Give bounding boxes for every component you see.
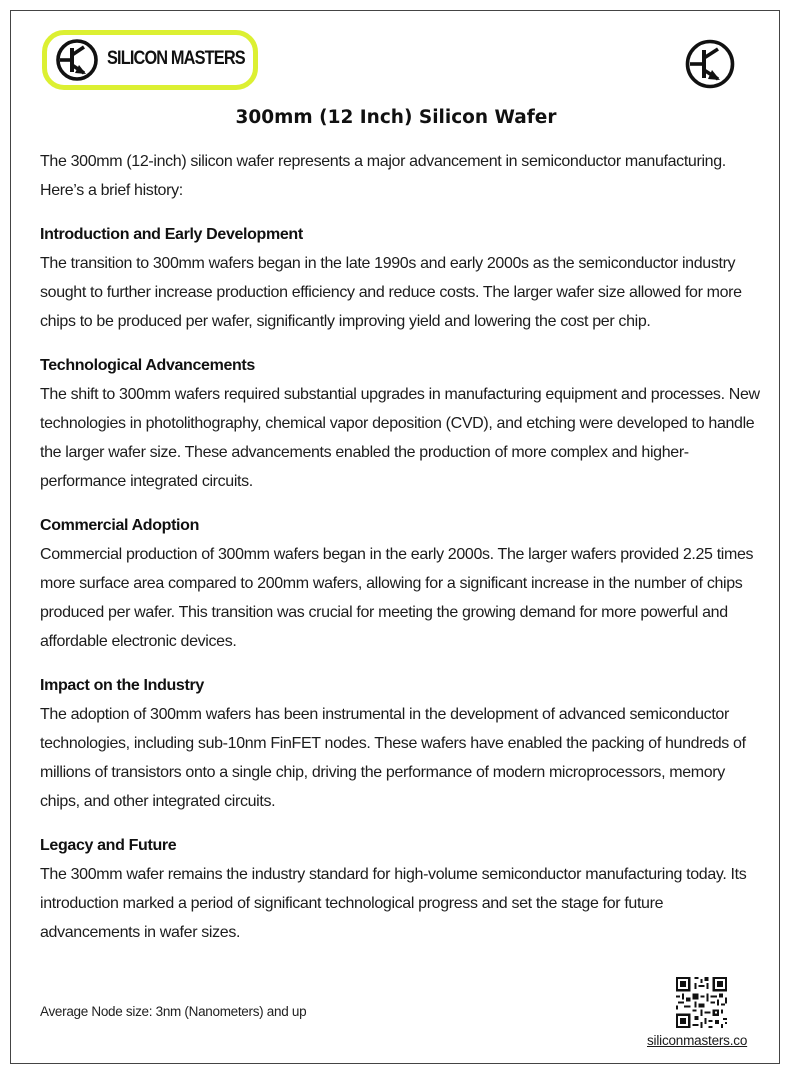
transistor-emblem-icon (55, 38, 99, 82)
average-node-size-note: Average Node size: 3nm (Nanometers) and up (40, 1004, 307, 1019)
brand-name: SILICON MASTERS (107, 48, 245, 69)
page-title: 300mm (12 Inch) Silicon Wafer (235, 107, 557, 128)
section-commercial-adoption (40, 511, 764, 656)
section-heading: Legacy and Future (40, 837, 177, 854)
article-body (40, 147, 764, 962)
section-body: The shift to 300mm wafers required substantial upgrades in manufacturing equipment and processes. New technologies in photolithography, chemical vapor deposition (CVD), and etching were developed to handle the larger wafer size. These advancements enabled the production of more complex and higher-performance integrated circuits. (40, 386, 760, 490)
transistor-emblem-icon (684, 38, 736, 90)
website-link[interactable]: siliconmasters.co (647, 1033, 748, 1048)
section-heading: Technological Advancements (40, 357, 255, 374)
qr-code-icon[interactable] (676, 977, 727, 1028)
section-body: The 300mm wafer remains the industry standard for high-volume semiconductor manufacturing today. Its introduction marked a period of significant technological progress and set the stage for future advancements in wafer sizes. (40, 866, 747, 941)
section-legacy (40, 831, 764, 947)
section-body: Commercial production of 300mm wafers began in the early 2000s. The larger wafers provided 2.25 times more surface area compared to 200mm wafers, allowing for a significant increase in the number of chips produced per wafer. This transition was crucial for meeting the growing demand for more powerful and affordable electronic devices. (40, 546, 754, 650)
section-body: The adoption of 300mm wafers has been instrumental in the development of advanced semiconductor technologies, including sub-10nm FinFET nodes. These wafers have enabled the packing of hundreds of millions of transistors onto a single chip, driving the performance of modern microprocessors, memory chips, and other integrated circuits. (40, 706, 746, 810)
section-technological-advancements (40, 351, 764, 496)
section-impact (40, 671, 764, 816)
intro-paragraph: The 300mm (12-inch) silicon wafer represents a major advancement in semiconductor manufacturing. Here’s a brief history: (40, 153, 726, 199)
section-heading: Impact on the Industry (40, 677, 204, 694)
section-heading: Commercial Adoption (40, 517, 199, 534)
section-introduction (40, 220, 764, 336)
brand-logo (42, 30, 258, 90)
section-heading: Introduction and Early Development (40, 226, 303, 243)
product-info-card (10, 10, 780, 1064)
section-body: The transition to 300mm wafers began in the late 1990s and early 2000s as the semiconductor industry sought to further increase production efficiency and reduce costs. The larger wafer size allowed for more chips to be produced per wafer, significantly improving yield and lowering the cost per chip. (40, 255, 742, 330)
